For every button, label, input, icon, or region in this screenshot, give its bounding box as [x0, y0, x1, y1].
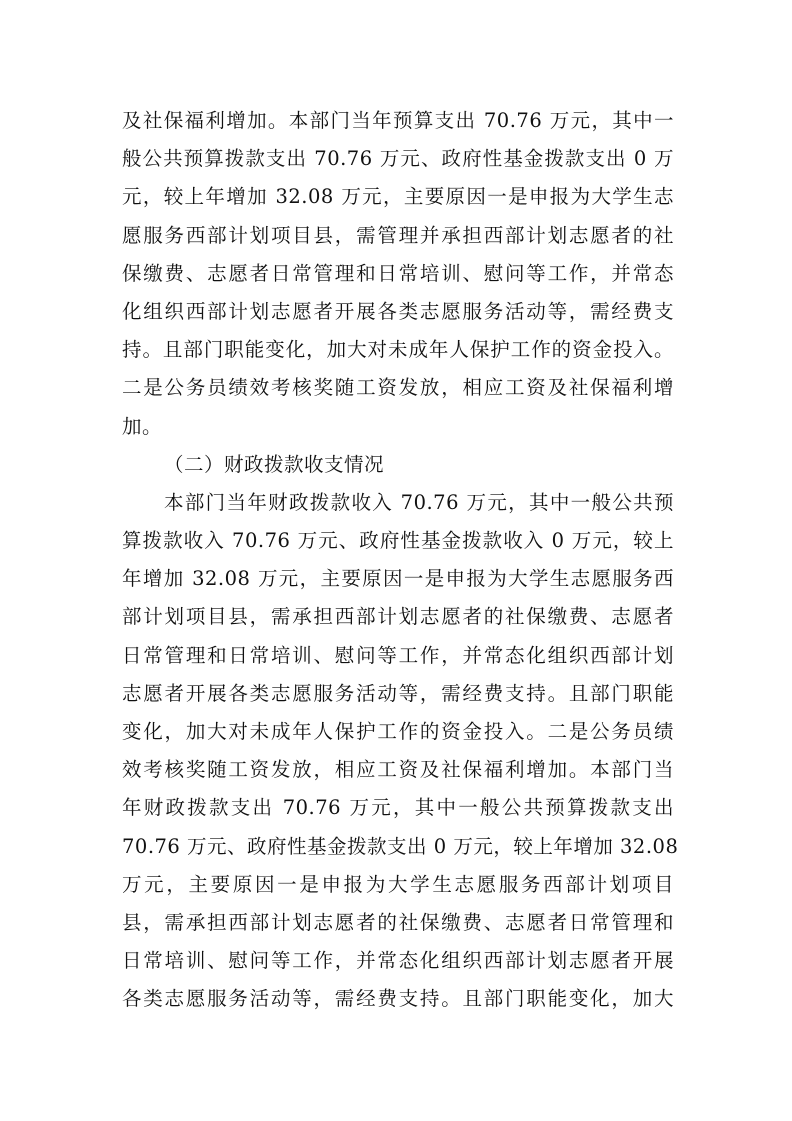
- paragraph-line: 持。且部门职能变化，加大对未成年人保护工作的资金投入。: [122, 338, 674, 362]
- paragraph-line: 部计划项目县，需承担西部计划志愿者的社保缴费、志愿者: [122, 605, 674, 629]
- paragraph-line: 愿服务西部计划项目县，需管理并承担西部计划志愿者的社: [122, 223, 674, 247]
- paragraph-line: 各类志愿服务活动等，需经费支持。且部门职能变化，加大: [122, 987, 674, 1011]
- document-body: [122, 102, 679, 1019]
- section-heading: （二）财政拨款收支情况: [164, 452, 385, 476]
- paragraph-line: 二是公务员绩效考核奖随工资发放，相应工资及社保福利增: [122, 376, 674, 400]
- paragraph-line: 70.76 万元、政府性基金拨款支出 0 万元，较上年增加 32.08: [122, 834, 679, 858]
- paragraph-line: 本部门当年财政拨款收入 70.76 万元，其中一般公共预: [164, 490, 674, 514]
- paragraph-line: 效考核奖随工资发放，相应工资及社保福利增加。本部门当: [122, 758, 674, 782]
- paragraph-line: 日常管理和日常培训、慰问等工作，并常态化组织西部计划: [122, 643, 674, 667]
- paragraph-line: 保缴费、志愿者日常管理和日常培训、慰问等工作，并常态: [122, 261, 674, 285]
- paragraph-line: 县，需承担西部计划志愿者的社保缴费、志愿者日常管理和: [122, 910, 674, 934]
- paragraph-line: 年增加 32.08 万元，主要原因一是申报为大学生志愿服务西: [122, 567, 674, 591]
- paragraph-line: 加。: [122, 414, 163, 438]
- paragraph-line: 年财政拨款支出 70.76 万元，其中一般公共预算拨款支出: [122, 796, 674, 820]
- paragraph-line: 般公共预算拨款支出 70.76 万元、政府性基金拨款支出 0 万: [122, 147, 674, 171]
- paragraph-line: 化组织西部计划志愿者开展各类志愿服务活动等，需经费支: [122, 299, 674, 323]
- paragraph-line: 元，较上年增加 32.08 万元，主要原因一是申报为大学生志: [122, 185, 674, 209]
- paragraph-line: 变化，加大对未成年人保护工作的资金投入。二是公务员绩: [122, 720, 674, 743]
- paragraph-line: 算拨款收入 70.76 万元、政府性基金拨款收入 0 万元，较上: [122, 529, 674, 553]
- paragraph-line: 万元，主要原因一是申报为大学生志愿服务西部计划项目: [122, 872, 674, 896]
- paragraph-line: 及社保福利增加。本部门当年预算支出 70.76 万元，其中一: [122, 109, 674, 132]
- paragraph-line: 日常培训、慰问等工作，并常态化组织西部计划志愿者开展: [122, 949, 674, 973]
- paragraph-line: 志愿者开展各类志愿服务活动等，需经费支持。且部门职能: [122, 681, 674, 705]
